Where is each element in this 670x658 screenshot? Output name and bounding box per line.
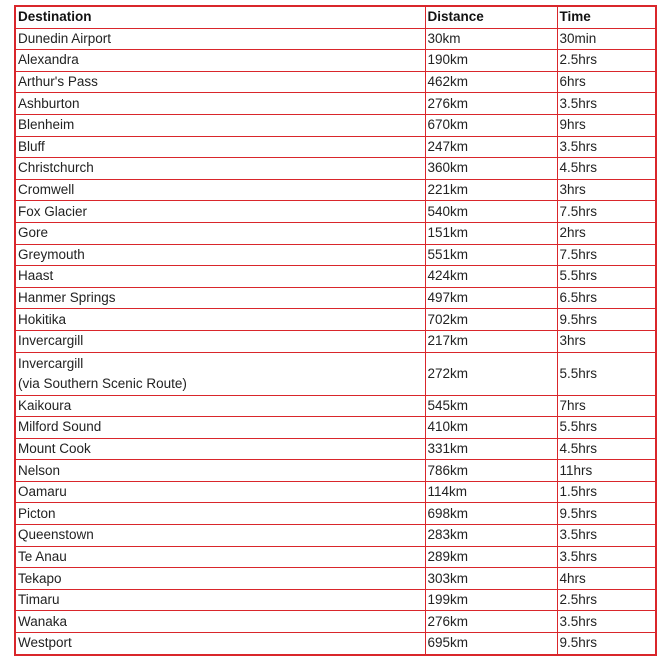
cell-time: 4hrs	[557, 568, 656, 590]
table-row	[15, 266, 656, 288]
table-row	[15, 71, 656, 93]
cell-time: 3.5hrs	[557, 93, 656, 115]
cell-destination: Kaikoura	[15, 395, 425, 417]
table-row	[15, 244, 656, 266]
cell-time: 11hrs	[557, 460, 656, 482]
cell-time: 9.5hrs	[557, 309, 656, 331]
table-row	[15, 546, 656, 568]
cell-destination: Fox Glacier	[15, 201, 425, 223]
cell-destination: Blenheim	[15, 114, 425, 136]
cell-distance: 540km	[425, 201, 557, 223]
cell-distance: 221km	[425, 179, 557, 201]
table-row	[15, 611, 656, 633]
cell-destination: Timaru	[15, 589, 425, 611]
table-row	[15, 438, 656, 460]
header-time: Time	[557, 6, 656, 28]
cell-destination: Alexandra	[15, 50, 425, 72]
table-row	[15, 417, 656, 439]
cell-destination: Haast	[15, 266, 425, 288]
cell-time: 3hrs	[557, 179, 656, 201]
cell-time: 2.5hrs	[557, 50, 656, 72]
cell-distance: 30km	[425, 28, 557, 50]
cell-destination: Dunedin Airport	[15, 28, 425, 50]
table-row	[15, 352, 656, 395]
cell-time: 7hrs	[557, 395, 656, 417]
cell-distance: 424km	[425, 266, 557, 288]
cell-distance: 272km	[425, 352, 557, 395]
table-row	[15, 136, 656, 158]
cell-distance: 702km	[425, 309, 557, 331]
cell-distance: 786km	[425, 460, 557, 482]
cell-distance: 545km	[425, 395, 557, 417]
cell-distance: 199km	[425, 589, 557, 611]
cell-destination: Westport	[15, 633, 425, 655]
cell-distance: 276km	[425, 93, 557, 115]
table-row	[15, 330, 656, 352]
cell-time: 1.5hrs	[557, 481, 656, 503]
cell-time: 3.5hrs	[557, 546, 656, 568]
cell-time: 3.5hrs	[557, 525, 656, 547]
cell-time: 7.5hrs	[557, 244, 656, 266]
cell-time: 4.5hrs	[557, 438, 656, 460]
cell-distance: 114km	[425, 481, 557, 503]
cell-destination: Invercargill	[15, 330, 425, 352]
header-distance: Distance	[425, 6, 557, 28]
cell-time: 3.5hrs	[557, 136, 656, 158]
cell-distance: 695km	[425, 633, 557, 655]
table-row	[15, 287, 656, 309]
cell-distance: 331km	[425, 438, 557, 460]
cell-destination: Cromwell	[15, 179, 425, 201]
table-row	[15, 28, 656, 50]
cell-distance: 360km	[425, 158, 557, 180]
cell-time: 6.5hrs	[557, 287, 656, 309]
cell-time: 30min	[557, 28, 656, 50]
table-row	[15, 158, 656, 180]
cell-distance: 289km	[425, 546, 557, 568]
cell-distance: 217km	[425, 330, 557, 352]
table-header-row	[15, 6, 656, 28]
cell-time: 9.5hrs	[557, 633, 656, 655]
cell-destination: Wanaka	[15, 611, 425, 633]
cell-distance: 698km	[425, 503, 557, 525]
table-row	[15, 568, 656, 590]
cell-distance: 462km	[425, 71, 557, 93]
cell-distance: 283km	[425, 525, 557, 547]
cell-time: 4.5hrs	[557, 158, 656, 180]
cell-time: 3hrs	[557, 330, 656, 352]
cell-distance: 410km	[425, 417, 557, 439]
cell-time: 6hrs	[557, 71, 656, 93]
cell-destination	[15, 352, 425, 395]
cell-destination: Tekapo	[15, 568, 425, 590]
cell-distance: 670km	[425, 114, 557, 136]
table-row	[15, 309, 656, 331]
destination-name: Invercargill	[18, 355, 84, 371]
cell-distance: 276km	[425, 611, 557, 633]
cell-time: 7.5hrs	[557, 201, 656, 223]
cell-destination: Te Anau	[15, 546, 425, 568]
table-row	[15, 222, 656, 244]
cell-time: 5.5hrs	[557, 417, 656, 439]
cell-destination: Gore	[15, 222, 425, 244]
cell-time: 9.5hrs	[557, 503, 656, 525]
cell-destination: Hokitika	[15, 309, 425, 331]
table-row	[15, 633, 656, 655]
cell-destination: Milford Sound	[15, 417, 425, 439]
header-destination: Destination	[15, 6, 425, 28]
distance-table-container	[14, 5, 655, 656]
cell-destination: Christchurch	[15, 158, 425, 180]
table-row	[15, 201, 656, 223]
table-row	[15, 114, 656, 136]
table-row	[15, 481, 656, 503]
cell-time: 9hrs	[557, 114, 656, 136]
cell-destination: Mount Cook	[15, 438, 425, 460]
cell-destination: Picton	[15, 503, 425, 525]
cell-destination: Queenstown	[15, 525, 425, 547]
table-row	[15, 395, 656, 417]
cell-destination: Nelson	[15, 460, 425, 482]
table-row	[15, 93, 656, 115]
table-row	[15, 179, 656, 201]
cell-time: 5.5hrs	[557, 266, 656, 288]
cell-destination: Arthur's Pass	[15, 71, 425, 93]
cell-distance: 303km	[425, 568, 557, 590]
cell-distance: 497km	[425, 287, 557, 309]
table-row	[15, 589, 656, 611]
cell-time: 2hrs	[557, 222, 656, 244]
cell-destination: Hanmer Springs	[15, 287, 425, 309]
table-row	[15, 50, 656, 72]
cell-destination: Ashburton	[15, 93, 425, 115]
cell-destination: Bluff	[15, 136, 425, 158]
table-row	[15, 460, 656, 482]
distance-table	[14, 5, 657, 656]
table-row	[15, 525, 656, 547]
cell-destination: Greymouth	[15, 244, 425, 266]
cell-time: 3.5hrs	[557, 611, 656, 633]
cell-destination: Oamaru	[15, 481, 425, 503]
cell-distance: 190km	[425, 50, 557, 72]
table-row	[15, 503, 656, 525]
cell-time: 2.5hrs	[557, 589, 656, 611]
cell-distance: 151km	[425, 222, 557, 244]
cell-time: 5.5hrs	[557, 352, 656, 395]
cell-distance: 247km	[425, 136, 557, 158]
destination-route-note: (via Southern Scenic Route)	[18, 375, 187, 391]
cell-distance: 551km	[425, 244, 557, 266]
